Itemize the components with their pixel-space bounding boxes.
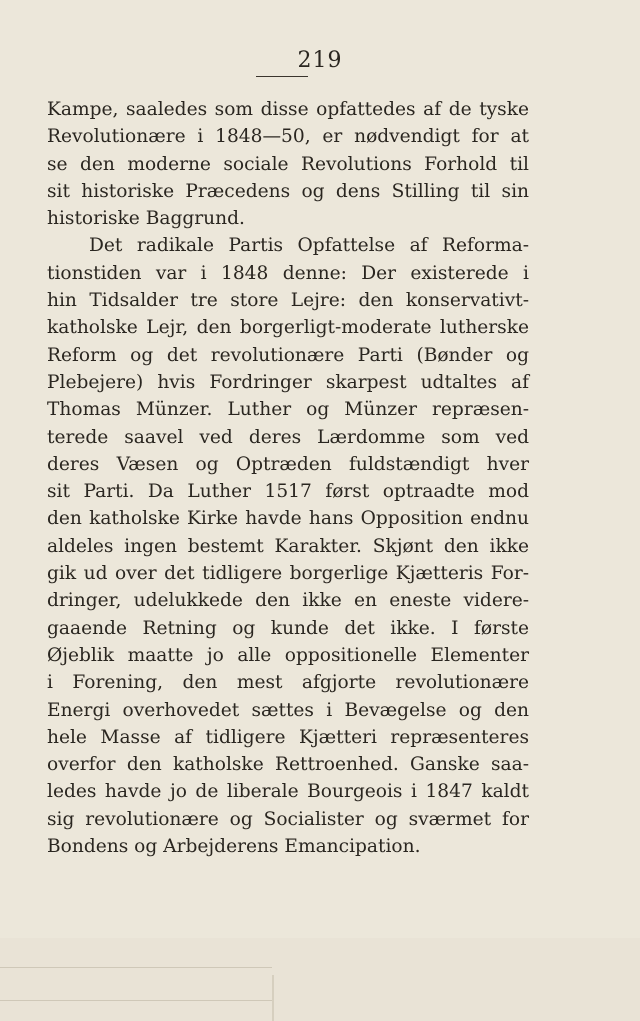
text-line: Kampe, saaledes som disse opfattedes af de tyske bbox=[47, 99, 529, 120]
bottom-divider-line bbox=[0, 1000, 272, 1001]
body-text bbox=[47, 96, 529, 860]
text-line: katholske Lejr, den borgerligt-moderate lutherske bbox=[47, 317, 529, 339]
text-line: sit historiske Præcedens og dens Stilling til sin bbox=[47, 180, 529, 202]
text-line: hele Masse af tidligere Kjætteri repræsenteres bbox=[47, 726, 529, 748]
page-bottom-margin bbox=[0, 938, 640, 1021]
text-line: i Forening, den mest afgjorte revolutionære bbox=[47, 672, 529, 694]
text-line: Thomas Münzer. Luther og Münzer repræsen- bbox=[47, 399, 529, 421]
text-line: se den moderne sociale Revolutions Forhold til bbox=[47, 153, 529, 175]
text-line: sit Parti. Da Luther 1517 først optraadte mod bbox=[47, 481, 529, 503]
text-line: hin Tidsalder tre store Lejre: den konservativt- bbox=[47, 290, 529, 312]
bottom-divider-line bbox=[0, 967, 272, 968]
text-line: Energi overhovedet sættes i Bevægelse og den bbox=[47, 699, 529, 721]
text-line: Bondens og Arbejderens Emancipation. bbox=[47, 836, 421, 858]
text-line: ledes havde jo de liberale Bourgeois i 1847 kaldt bbox=[47, 781, 529, 803]
text-line: tionstiden var i 1848 denne: Der existerede i bbox=[47, 262, 529, 284]
text-line: Reform og det revolutionære Parti (Bønder og bbox=[47, 344, 529, 366]
text-line: overfor den katholske Rettroenhed. Ganske saa- bbox=[47, 754, 529, 776]
text-line: terede saavel ved deres Lærdomme som ved bbox=[47, 426, 529, 448]
text-line: sig revolutionære og Socialister og sværmet for bbox=[47, 808, 529, 830]
text-line: Det radikale Partis Opfattelse af Reforma- bbox=[89, 235, 529, 257]
text-line: historiske Baggrund. bbox=[47, 208, 245, 230]
text-line: deres Væsen og Optræden fuldstændigt hver bbox=[47, 453, 529, 475]
page-number: 219 bbox=[297, 48, 343, 73]
text-line: gik ud over det tidligere borgerlige Kjætteris For- bbox=[47, 563, 529, 585]
text-line: Revolutionære i 1848—50, er nødvendigt for at bbox=[47, 126, 529, 148]
text-line: aldeles ingen bestemt Karakter. Skjønt den ikke bbox=[47, 535, 529, 557]
page-edge bbox=[272, 975, 274, 1021]
text-line: Øjeblik maatte jo alle oppositionelle Elementer bbox=[47, 644, 529, 666]
page-number-rule bbox=[256, 76, 308, 77]
text-line: gaaende Retning og kunde det ikke. I første bbox=[47, 617, 529, 639]
text-line: den katholske Kirke havde hans Opposition endnu bbox=[47, 508, 529, 530]
text-line: dringer, udelukkede den ikke en eneste videre- bbox=[47, 590, 529, 612]
text-line: Plebejere) hvis Fordringer skarpest udtaltes af bbox=[47, 371, 529, 393]
